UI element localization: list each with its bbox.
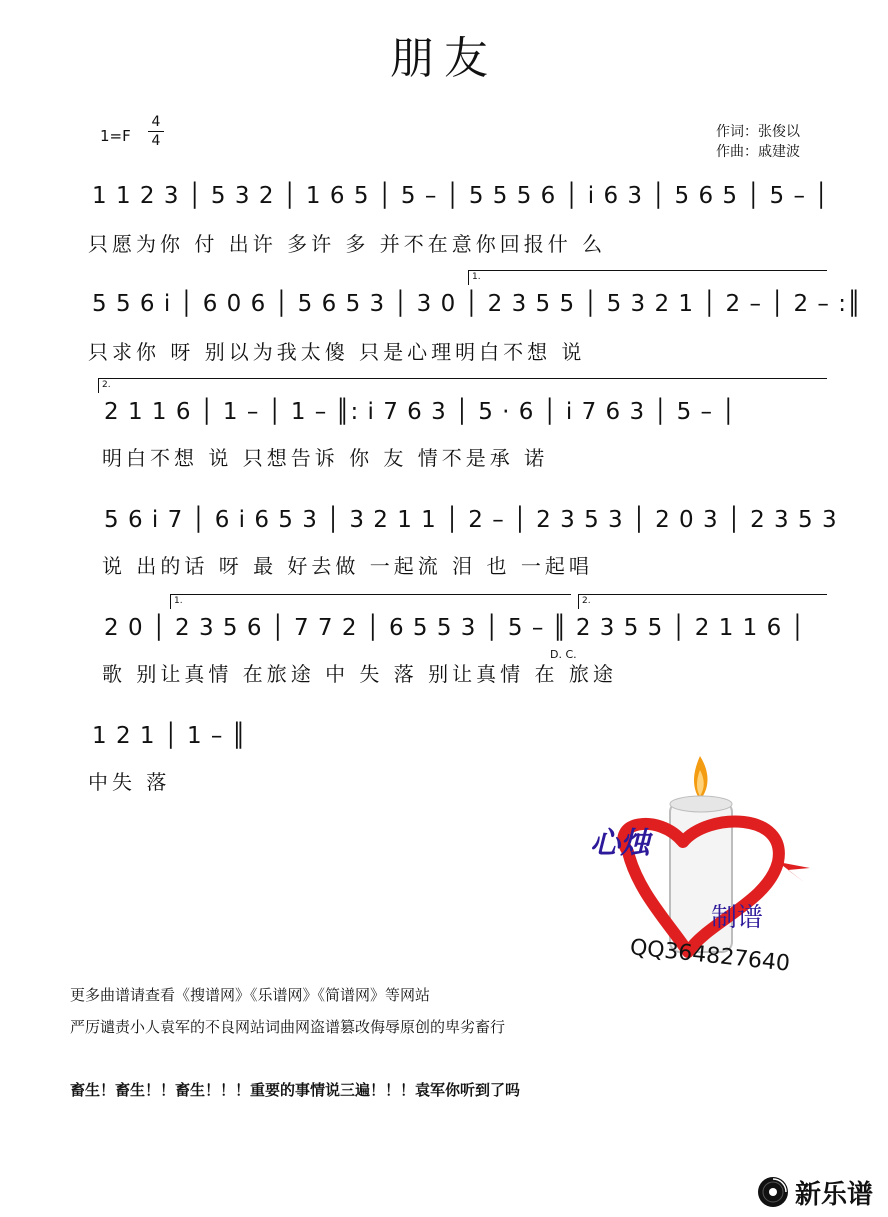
first-ending-bracket: 1.	[170, 594, 571, 609]
lyric-line: 只求你 呀 别以为我太傻 只是心理明白不想 说	[88, 340, 586, 364]
meter-bottom: 4	[148, 131, 164, 150]
da-capo-mark: D. C.	[550, 648, 577, 661]
notation-line: 5 6 i 7 │ 6 i 6 5 3 │ 3 2 1 1 │ 2 – │ 2 3 5 3 │ 2 0 3 │ 2 3 5 3	[104, 507, 838, 533]
footer-note-1: 更多曲谱请查看《搜谱网》《乐谱网》《简谱网》等网站	[70, 986, 431, 1004]
composer: 作曲：戚建波	[716, 144, 800, 160]
first-ending-bracket: 1.	[468, 270, 827, 285]
candle-heart-stamp	[588, 752, 818, 972]
notation-line: 1 2 1 │ 1 – ║	[92, 723, 247, 749]
lyric-line: 明白不想 说 只想告诉 你 友 情不是承 诺	[102, 446, 549, 470]
meter-top: 4	[151, 114, 161, 130]
notation-line: 1 1 2 3 │ 5 3 2 │ 1 6 5 │ 5 – │ 5 5 5 6 │ i 6 3 │ 5 6 5 │ 5 – │	[92, 183, 830, 209]
stamp-label: 制谱	[711, 903, 764, 933]
time-signature	[148, 113, 164, 150]
lyric-line: 中失 落	[88, 770, 171, 794]
lyric-line: 歌 别让真情 在旅途 中 失 落 别让真情 在 旅途	[102, 662, 617, 686]
second-ending-bracket: 2.	[578, 594, 827, 609]
footer-note-3: 畜生！畜生！！畜生！！！重要的事情说三遍！！！袁军你听到了吗	[70, 1081, 521, 1099]
footer-note-2: 严厉谴责小人袁军的不良网站词曲网盗谱篡改侮辱原创的卑劣畜行	[70, 1018, 506, 1036]
page-title: 朋友	[390, 33, 498, 84]
stamp-name: 心烛	[590, 826, 650, 861]
lyricist: 作词：张俊以	[716, 124, 800, 140]
lyric-line: 只愿为你 付 出许 多许 多 并不在意你回报什 么	[88, 232, 607, 256]
brand-name: 新乐谱	[795, 1179, 874, 1210]
stamp-qq: QQ364827640	[628, 935, 792, 977]
notation-line: 2 1 1 6 │ 1 – │ 1 – ║: i 7 6 3 │ 5 · 6 │ i 7 6 3 │ 5 – │	[104, 399, 737, 425]
vinyl-record-icon	[757, 1176, 789, 1208]
second-ending-bracket: 2.	[98, 378, 827, 393]
key-signature: 1=F	[100, 127, 131, 145]
credits	[716, 122, 800, 162]
lyric-line: 说 出的话 呀 最 好去做 一起流 泪 也 一起唱	[102, 554, 593, 578]
notation-line: 2 0 │ 2 3 5 6 │ 7 7 2 │ 6 5 5 3 │ 5 – ║ 2 3 5 5 │ 2 1 1 6 │	[104, 615, 806, 641]
brand-logo[interactable]	[757, 1174, 873, 1210]
notation-line: 5 5 6 i │ 6 0 6 │ 5 6 5 3 │ 3 0 │ 2 3 5 5 │ 5 3 2 1 │ 2 – │ 2 – :║	[92, 291, 862, 317]
